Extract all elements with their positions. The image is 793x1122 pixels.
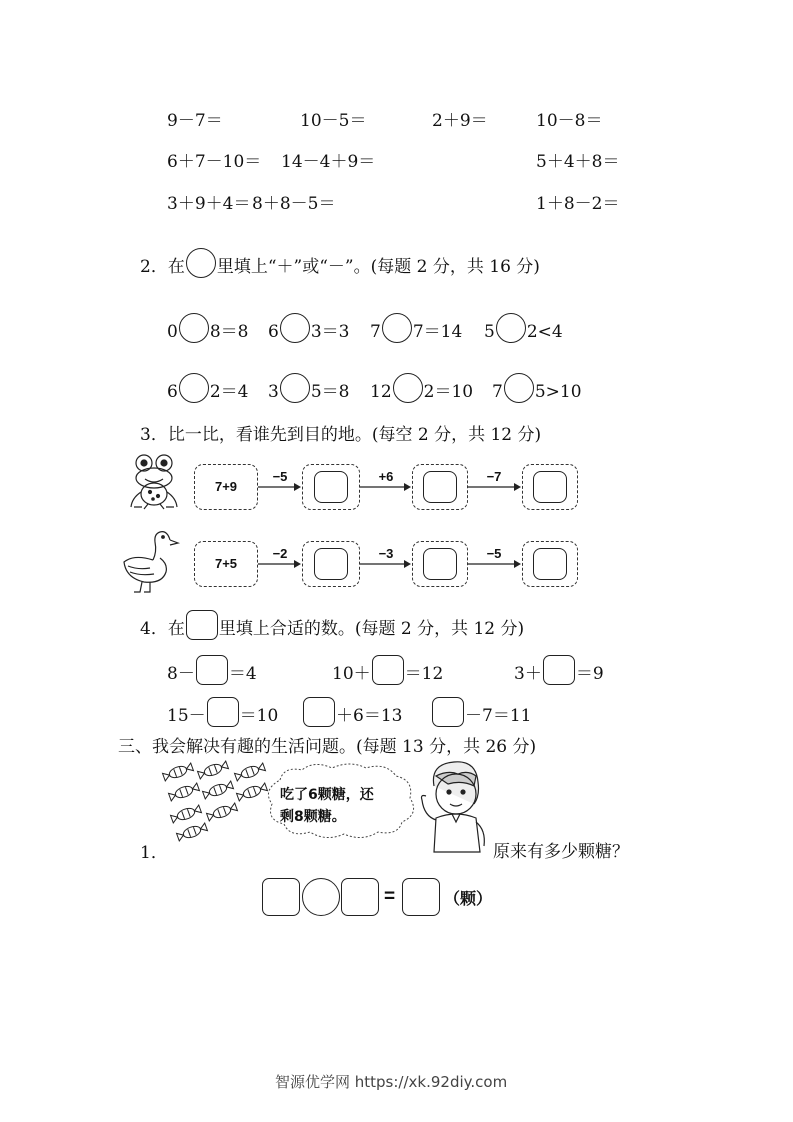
op-label: −5 <box>272 469 288 484</box>
q4-item: 8－ ＝4 <box>167 655 257 685</box>
circle-answer-input[interactable] <box>496 313 526 343</box>
arith-item: 14－4＋9＝ <box>281 152 376 172</box>
frog-icon <box>128 452 180 510</box>
op-label: −7 <box>486 469 502 484</box>
bubble-line-1: 吃了6颗糖，还 <box>280 787 374 803</box>
q4-title <box>140 610 524 640</box>
start-box: 7+5 <box>194 541 258 587</box>
answer-box-frame <box>412 464 468 510</box>
arrow-right-icon <box>360 559 412 569</box>
unit-label: （颗） <box>444 889 493 908</box>
arrow-right-icon <box>360 482 412 492</box>
answer-box-frame <box>302 541 360 587</box>
circle-answer-input[interactable] <box>179 313 209 343</box>
circle-answer-input[interactable] <box>382 313 412 343</box>
equation-number-input[interactable] <box>341 878 379 916</box>
op-label: +6 <box>378 469 394 484</box>
circle-answer-input[interactable] <box>280 313 310 343</box>
arith-item: 9－7＝ <box>167 111 223 131</box>
arith-item: 5＋4＋8＝ <box>536 152 620 172</box>
circle-answer-input[interactable] <box>504 373 534 403</box>
q2-item: 12 2＝10 <box>370 373 473 403</box>
op-label: −5 <box>486 546 502 561</box>
q4-item: ＋6＝13 <box>302 697 402 727</box>
circle-answer-input[interactable] <box>393 373 423 403</box>
q2-item: 3 5＝8 <box>268 373 349 403</box>
q2-item: 6 3＝3 <box>268 313 349 343</box>
candies-icon <box>168 762 268 842</box>
number-answer-input[interactable] <box>432 697 464 727</box>
section3-title: 三、我会解决有趣的生活问题。(每题 13 分，共 26 分) <box>118 737 537 757</box>
q2-suffix: 里填上“＋”或“－”。(每题 2 分，共 16 分) <box>216 257 540 277</box>
arrow-right-icon <box>258 482 302 492</box>
q2-item: 6 2＝4 <box>167 373 248 403</box>
answer-box-frame <box>522 464 578 510</box>
answer-box-frame <box>302 464 360 510</box>
problem-1-number: 1． <box>140 843 168 863</box>
op-label: −2 <box>272 546 288 561</box>
answer-box-input[interactable] <box>314 471 348 503</box>
circle-blank-icon <box>186 248 216 278</box>
circle-answer-input[interactable] <box>280 373 310 403</box>
q2-item: 7 7＝14 <box>370 313 462 343</box>
equation-number-input[interactable] <box>262 878 300 916</box>
answer-box-input[interactable] <box>423 548 457 580</box>
op-label: −3 <box>378 546 394 561</box>
answer-box-frame <box>412 541 468 587</box>
arith-item: 2＋9＝ <box>432 111 488 131</box>
q4-item: 3＋ ＝9 <box>514 655 604 685</box>
equation-operator-input[interactable] <box>302 878 340 916</box>
answer-box-input[interactable] <box>533 471 567 503</box>
q2-item: 0 8＝8 <box>167 313 248 343</box>
speech-bubble-text <box>280 784 374 828</box>
answer-box-input[interactable] <box>423 471 457 503</box>
q4-prefix: 4．在 <box>140 619 185 639</box>
q4-item: －7＝11 <box>431 697 531 727</box>
start-box: 7+9 <box>194 464 258 510</box>
arith-item: 1＋8－2＝ <box>536 194 620 214</box>
boy-icon <box>418 756 492 856</box>
goose-icon <box>120 526 180 594</box>
number-answer-input[interactable] <box>207 697 239 727</box>
q2-prefix: 2．在 <box>140 257 185 277</box>
answer-box-input[interactable] <box>314 548 348 580</box>
circle-answer-input[interactable] <box>179 373 209 403</box>
answer-box-frame <box>522 541 578 587</box>
number-answer-input[interactable] <box>196 655 228 685</box>
bubble-line-2: 剩8颗糖。 <box>280 809 346 825</box>
arith-item: 10－5＝ <box>300 111 367 131</box>
q2-item: 5 2<4 <box>484 313 563 343</box>
number-answer-input[interactable] <box>303 697 335 727</box>
answer-box-input[interactable] <box>533 548 567 580</box>
q2-item: 7 5>10 <box>492 373 582 403</box>
q4-item: 15－ ＝10 <box>167 697 278 727</box>
q2-title <box>140 248 540 278</box>
q3-title: 3．比一比，看谁先到目的地。(每空 2 分，共 12 分) <box>140 425 542 445</box>
equation-result-input[interactable] <box>402 878 440 916</box>
number-answer-input[interactable] <box>372 655 404 685</box>
number-answer-input[interactable] <box>543 655 575 685</box>
arith-item: 6＋7－10＝ <box>167 152 262 172</box>
equals-sign: = <box>384 886 396 907</box>
arith-item: 3＋9＋4＝ <box>167 194 251 214</box>
arith-item: 8＋8－5＝ <box>252 194 336 214</box>
arrow-right-icon <box>258 559 302 569</box>
box-blank-icon <box>186 610 218 640</box>
problem-1-question: 原来有多少颗糖？ <box>493 842 629 862</box>
q4-suffix: 里填上合适的数。(每题 2 分，共 12 分) <box>218 619 525 639</box>
arrow-right-icon <box>468 482 522 492</box>
arrow-right-icon <box>468 559 522 569</box>
footer-watermark: 智源优学网 https://xk.92diy.com <box>275 1073 508 1091</box>
arith-item: 10－8＝ <box>536 111 603 131</box>
q4-item: 10＋ ＝12 <box>332 655 443 685</box>
